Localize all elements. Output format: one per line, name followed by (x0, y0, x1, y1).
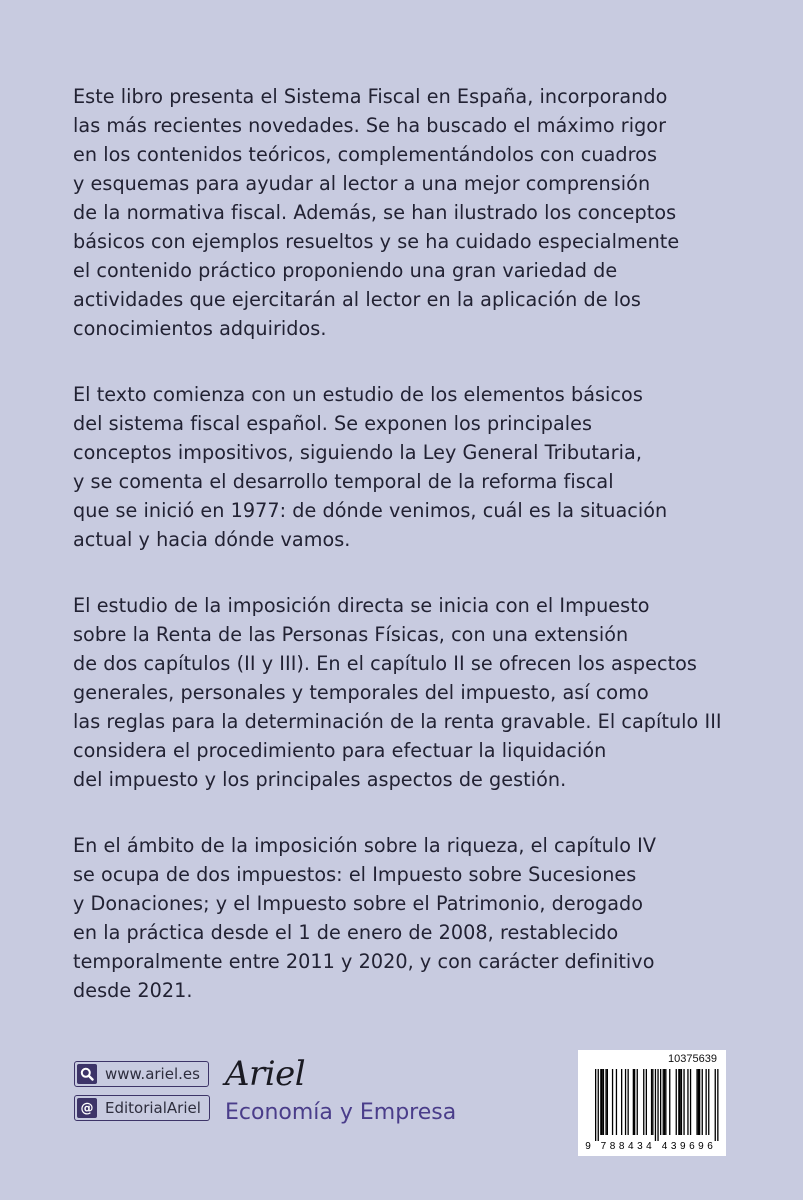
barcode-bar (698, 1069, 699, 1135)
barcode-bar (625, 1069, 626, 1135)
barcode-bar (633, 1069, 634, 1135)
barcode-digit: 3 (637, 1141, 643, 1152)
barcode-digit: 4 (646, 1141, 652, 1152)
barcode-bar (602, 1069, 603, 1135)
barcode-bar (717, 1069, 718, 1141)
barcode-digit: 4 (661, 1141, 668, 1152)
barcode-bar (680, 1069, 681, 1135)
barcode-bar (702, 1069, 703, 1135)
barcode-bar (687, 1069, 688, 1135)
barcode-bar (655, 1069, 656, 1141)
barcode-bar (715, 1069, 716, 1141)
barcode-bar (676, 1069, 677, 1135)
barcode-bar (621, 1069, 622, 1135)
barcode-bar (657, 1069, 658, 1141)
barcode-bar (683, 1069, 684, 1135)
ariel-logo: Ariel (225, 1054, 306, 1094)
barcode-digit: 8 (618, 1141, 625, 1152)
barcode-bar (681, 1069, 682, 1135)
barcode-image (583, 1069, 721, 1153)
barcode-bar (706, 1069, 707, 1135)
barcode-digit: 9 (698, 1141, 704, 1152)
barcode-digit: 6 (689, 1141, 695, 1152)
barcode-bar (595, 1069, 596, 1141)
paragraph-irpf: El estudio de la imposición directa se inicia con el Impuesto sobre la Renta de las Personas Físicas, con una extensión de dos capítulos (II y III). En el capítulo II se ofrecen los aspectos generales, personales y temporales del impuesto, así como las reglas para la determinación de la renta gravable. El capítulo III considera el procedimiento para efectuar la liquidación del impuesto y los principales aspectos de gestión. (73, 594, 722, 791)
website-label: www.ariel.es (105, 1065, 200, 1083)
barcode-bar (612, 1069, 613, 1135)
barcode-bar (663, 1069, 664, 1135)
barcode-bar (708, 1069, 709, 1135)
barcode-bar (616, 1069, 617, 1135)
website-link[interactable] (74, 1061, 209, 1087)
barcode-bar (600, 1069, 601, 1135)
series-name: Economía y Empresa (225, 1100, 457, 1125)
barcode-bar (696, 1069, 697, 1135)
barcode-bar (598, 1069, 599, 1141)
barcode-bar (634, 1069, 635, 1135)
barcode-bar (637, 1069, 638, 1135)
barcode-bar (643, 1069, 644, 1135)
publisher-links (74, 1061, 210, 1129)
barcode-bar (665, 1069, 666, 1135)
social-label: EditorialAriel (105, 1099, 201, 1117)
barcode-bar (678, 1069, 679, 1135)
social-link[interactable] (74, 1095, 210, 1121)
barcode-digit: 3 (670, 1141, 677, 1152)
barcode-bar (669, 1069, 670, 1135)
barcode-digit: 7 (600, 1141, 607, 1152)
barcode-bar (652, 1069, 653, 1135)
publisher-brand (225, 1054, 456, 1125)
barcode-bar (699, 1069, 700, 1135)
barcode-bar (603, 1069, 604, 1135)
search-icon (77, 1064, 97, 1084)
back-cover-text (73, 82, 733, 1042)
barcode-digit: 8 (609, 1141, 616, 1152)
barcode-bar (690, 1069, 691, 1135)
barcode-bar (607, 1069, 608, 1135)
barcode-digit: 4 (627, 1141, 634, 1152)
barcode-bar (646, 1069, 647, 1135)
barcode-bar (664, 1069, 665, 1135)
barcode-bar (651, 1069, 652, 1135)
barcode-code: 10375639 (668, 1053, 717, 1065)
barcode-digit: 9 (679, 1141, 686, 1152)
barcode-digit: 6 (707, 1141, 713, 1152)
barcode (578, 1050, 726, 1156)
barcode-bar (660, 1069, 661, 1135)
barcode-bar (628, 1069, 629, 1135)
at-icon: @ (77, 1098, 97, 1118)
paragraph-intro: Este libro presenta el Sistema Fiscal en España, incorporando las más recientes novedades. Se ha buscado el máximo rigor en los contenidos teóricos, complementándolos con cuadros y esquemas para ayudar al lector a una mejor comprensión de la normativa fiscal. Además, se han ilustrado los conceptos básicos con ejemplos resueltos y se ha cuidado especialmente el contenido práctico proponiendo una gran variedad de actividades que ejercitarán al lector en la aplicación de los conocimientos adquiridos. (73, 85, 680, 340)
barcode-bar (605, 1069, 606, 1135)
paragraph-wealth: En el ámbito de la imposición sobre la riqueza, el capítulo IV se ocupa de dos impuestos: el Impuesto sobre Sucesiones y Donaciones; y el Impuesto sobre el Patrimonio, derogado en la práctica desde el 1 de enero de 2008, restablecido temporalmente entre 2011 y 2020, y con carácter definitivo desde 2021. (73, 834, 657, 1002)
barcode-digit: 9 (585, 1141, 591, 1152)
paragraph-basics: El texto comienza con un estudio de los elementos básicos del sistema fiscal español. Se exponen los principales conceptos impositivos, siguiendo la Ley General Tributaria, y se comenta el desarrollo temporal de la reforma fiscal que se inició en 1977: de dónde venimos, cuál es la situación actual y hacia dónde vamos. (73, 383, 668, 551)
